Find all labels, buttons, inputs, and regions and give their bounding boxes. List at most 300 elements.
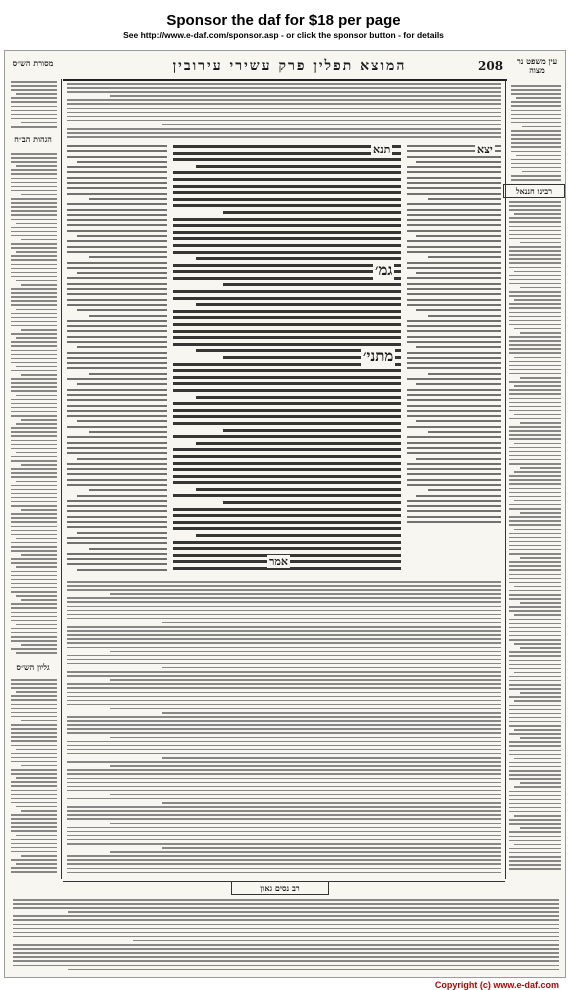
text-line: [11, 761, 57, 763]
text-line: [509, 361, 561, 363]
text-line: [509, 721, 561, 723]
text-line: [11, 110, 57, 112]
text-line: [67, 585, 501, 587]
text-line: [511, 105, 561, 107]
text-line: [67, 171, 167, 173]
text-line: [509, 430, 561, 432]
text-line: [11, 773, 57, 775]
text-line: [13, 907, 559, 909]
text-line: [21, 599, 57, 601]
text-line: [67, 362, 167, 364]
text-line: [407, 521, 501, 523]
text-line: [196, 303, 401, 306]
text-line: [89, 489, 167, 491]
text-line: [509, 803, 561, 805]
text-line: [428, 431, 501, 433]
text-line: [11, 542, 57, 544]
text-line: [11, 292, 57, 294]
text-line: [16, 691, 57, 693]
text-line: [407, 426, 501, 428]
text-line: [21, 194, 57, 196]
text-line: [11, 571, 57, 573]
text-line: [67, 479, 167, 481]
text-line: [11, 699, 57, 701]
text-line: [67, 150, 167, 152]
text-line: [11, 173, 57, 175]
text-line: [509, 254, 561, 256]
text-line: [520, 377, 561, 379]
text-line: [416, 420, 501, 422]
text-line: [67, 389, 167, 391]
text-line: [11, 460, 57, 462]
text-line: [511, 179, 561, 181]
text-line: [11, 219, 57, 221]
talmud-page-scan: [4, 50, 566, 978]
text-line: [509, 492, 561, 494]
mesoret-hashas-label: מסורת הש״ס: [12, 58, 54, 68]
text-line: [173, 224, 401, 227]
text-line: [11, 370, 57, 372]
text-line: [509, 336, 561, 338]
text-line: [11, 362, 57, 364]
text-line: [509, 725, 561, 727]
text-line: [67, 166, 167, 168]
sponsor-details-link[interactable]: See http://www.e-daf.com/sponsor.asp - or click the sponsor button - for details: [123, 30, 444, 40]
text-line: [428, 489, 501, 491]
text-line: [407, 240, 501, 242]
text-line: [110, 95, 501, 97]
text-line: [110, 679, 501, 681]
text-line: [173, 521, 401, 524]
text-line: [67, 510, 167, 512]
text-line: [509, 619, 561, 621]
text-line: [67, 831, 501, 833]
text-line: [67, 447, 167, 449]
text-line: [11, 382, 57, 384]
ein-mishpat-column: [511, 85, 561, 185]
text-line: [407, 288, 501, 290]
text-line: [173, 369, 401, 372]
text-line: [77, 346, 167, 348]
text-line: [509, 840, 561, 842]
text-line: [509, 451, 561, 453]
text-line: [11, 632, 57, 634]
text-line: [89, 373, 167, 375]
text-line: [67, 597, 501, 599]
text-line: [68, 911, 559, 913]
text-line: [67, 214, 167, 216]
text-line: [67, 716, 501, 718]
text-line: [11, 214, 57, 216]
text-line: [67, 251, 167, 253]
text-line: [173, 481, 401, 484]
text-line: [67, 336, 167, 338]
text-line: [67, 692, 501, 694]
text-line: [13, 948, 559, 950]
text-line: [223, 283, 401, 286]
text-line: [11, 300, 57, 302]
mesoret-column-top: [11, 81, 57, 133]
top-commentary: [67, 83, 501, 143]
text-line: [173, 462, 401, 465]
text-line: [67, 773, 501, 775]
text-line: [407, 230, 501, 232]
text-line: [11, 790, 57, 792]
text-line: [514, 213, 561, 215]
text-line: [11, 198, 57, 200]
text-line: [509, 717, 561, 719]
text-line: [67, 484, 167, 486]
text-line: [77, 495, 167, 497]
text-line: [67, 156, 167, 158]
text-line: [223, 501, 401, 504]
text-line: [11, 272, 57, 274]
text-line: [67, 700, 501, 702]
text-line: [511, 146, 561, 148]
text-line: [407, 182, 501, 184]
text-line: [16, 566, 57, 568]
text-line: [21, 122, 57, 124]
text-line: [11, 268, 57, 270]
text-line: [509, 561, 561, 563]
text-line: [13, 932, 559, 934]
text-line: [173, 310, 401, 313]
text-line: [11, 202, 57, 204]
text-line: [11, 85, 57, 87]
text-line: [11, 161, 57, 163]
text-line: [509, 438, 561, 440]
text-line: [173, 382, 401, 385]
text-line: [514, 443, 561, 445]
text-line: [11, 415, 57, 417]
text-line: [509, 418, 561, 420]
text-line: [407, 410, 501, 412]
text-line: [67, 468, 167, 470]
text-line: [11, 235, 57, 237]
text-line: [11, 101, 57, 103]
text-line: [407, 330, 501, 332]
text-line: [509, 582, 561, 584]
page-number: 208: [478, 59, 504, 73]
text-line: [77, 420, 167, 422]
text-line: [407, 394, 501, 396]
text-line: [509, 279, 561, 281]
sponsor-banner[interactable]: [58, 12, 509, 44]
text-line: [520, 737, 561, 739]
text-line: [67, 87, 501, 89]
text-line: [407, 484, 501, 486]
rashi-opening-word: יצא: [477, 143, 493, 156]
text-line: [11, 288, 57, 290]
text-line: [11, 814, 57, 816]
text-line: [67, 521, 167, 523]
text-line: [16, 280, 57, 282]
text-line: [77, 569, 167, 571]
text-line: [11, 830, 57, 832]
text-line: [67, 99, 501, 101]
text-line: [520, 467, 561, 469]
text-line: [509, 488, 561, 490]
text-line: [509, 799, 561, 801]
text-line: [509, 250, 561, 252]
text-line: [11, 736, 57, 738]
text-line: [407, 505, 501, 507]
text-line: [67, 642, 501, 644]
text-line: [511, 163, 561, 165]
text-line: [67, 553, 167, 555]
text-line: [67, 818, 501, 820]
text-line: [407, 362, 501, 364]
text-line: [173, 297, 401, 300]
text-line: [162, 757, 501, 759]
text-line: [173, 336, 401, 339]
text-line: [511, 110, 561, 112]
text-line: [67, 128, 501, 130]
text-line: [67, 704, 501, 706]
mesoret-column: [11, 153, 57, 658]
text-line: [11, 157, 57, 159]
text-line: [509, 852, 561, 854]
text-line: [67, 463, 167, 465]
text-line: [11, 526, 57, 528]
text-line: [13, 952, 559, 954]
text-line: [509, 475, 561, 477]
text-line: [509, 569, 561, 571]
text-line: [67, 436, 167, 438]
text-line: [509, 811, 561, 813]
text-line: [67, 724, 501, 726]
text-line: [173, 402, 401, 405]
text-line: [67, 863, 501, 865]
text-line: [407, 283, 501, 285]
text-line: [11, 683, 57, 685]
text-line: [173, 277, 401, 280]
text-line: [67, 240, 167, 242]
text-line: [416, 383, 501, 385]
text-line: [173, 152, 401, 155]
text-line: [407, 436, 501, 438]
text-line: [514, 672, 561, 674]
text-line: [509, 479, 561, 481]
text-line: [11, 708, 57, 710]
tosafot-opening-word: תנא: [373, 143, 391, 156]
copyright-link[interactable]: Copyright (c) www.e-daf.com: [434, 980, 559, 990]
text-line: [77, 161, 167, 163]
text-line: [21, 644, 57, 646]
text-line: [509, 709, 561, 711]
text-line: [67, 187, 167, 189]
text-line: [67, 246, 167, 248]
text-line: [407, 357, 501, 359]
text-line: [77, 383, 167, 385]
text-line: [11, 583, 57, 585]
text-line: [509, 655, 561, 657]
text-line: [11, 126, 57, 128]
text-line: [67, 120, 501, 122]
text-line: [67, 614, 501, 616]
text-line: [514, 643, 561, 645]
text-line: [509, 483, 561, 485]
text-line: [67, 589, 501, 591]
text-line: [407, 177, 501, 179]
text-line: [11, 695, 57, 697]
text-line: [67, 687, 501, 689]
text-line: [67, 786, 501, 788]
text-line: [67, 814, 501, 816]
sponsor-headline[interactable]: Sponsor the daf for $18 per page: [166, 12, 401, 29]
text-line: [16, 309, 57, 311]
text-line: [16, 452, 57, 454]
text-line: [67, 558, 167, 560]
text-line: [223, 211, 401, 214]
text-line: [223, 429, 401, 432]
text-line: [509, 598, 561, 600]
text-line: [509, 533, 561, 535]
text-line: [509, 819, 561, 821]
text-line: [407, 203, 501, 205]
text-line: [67, 473, 167, 475]
text-line: [11, 740, 57, 742]
text-line: [196, 534, 401, 537]
text-line: [11, 178, 57, 180]
text-line: [509, 831, 561, 833]
text-line: [67, 778, 501, 780]
text-line: [407, 463, 501, 465]
text-line: [11, 440, 57, 442]
text-line: [11, 591, 57, 593]
text-line: [509, 410, 561, 412]
text-line: [67, 325, 167, 327]
text-line: [21, 509, 57, 511]
text-line: [162, 667, 501, 669]
text-line: [11, 501, 57, 503]
text-line: [21, 374, 57, 376]
text-line: [514, 586, 561, 588]
text-line: [11, 562, 57, 564]
text-line: [509, 381, 561, 383]
text-line: [11, 497, 57, 499]
text-line: [173, 435, 401, 438]
text-line: [428, 373, 501, 375]
text-line: [514, 844, 561, 846]
right-margin-divider: [505, 79, 506, 879]
text-line: [11, 732, 57, 734]
text-line: [21, 765, 57, 767]
text-line: [67, 108, 501, 110]
text-line: [428, 198, 501, 200]
text-line: [77, 235, 167, 237]
text-line: [196, 257, 401, 260]
text-line: [11, 769, 57, 771]
text-line: [520, 602, 561, 604]
text-line: [11, 304, 57, 306]
text-line: [67, 720, 501, 722]
text-line: [110, 794, 501, 796]
text-line: [509, 504, 561, 506]
text-line: [407, 468, 501, 470]
text-line: [509, 340, 561, 342]
text-line: [509, 275, 561, 277]
text-line: [16, 251, 57, 253]
text-line: [67, 288, 167, 290]
text-line: [509, 234, 561, 236]
text-line: [67, 116, 501, 118]
text-line: [509, 537, 561, 539]
text-line: [67, 749, 501, 751]
text-line: [509, 307, 561, 309]
text-line: [509, 320, 561, 322]
text-line: [509, 631, 561, 633]
text-line: [110, 765, 501, 767]
text-line: [11, 345, 57, 347]
text-line: [11, 296, 57, 298]
text-line: [509, 496, 561, 498]
text-line: [173, 389, 401, 392]
text-line: [11, 636, 57, 638]
text-line: [11, 313, 57, 315]
rashi-column: [407, 145, 501, 529]
text-line: [173, 541, 401, 544]
text-line: [11, 712, 57, 714]
text-line: [509, 684, 561, 686]
text-line: [509, 283, 561, 285]
text-line: [89, 198, 167, 200]
text-line: [11, 558, 57, 560]
text-line: [11, 798, 57, 800]
text-line: [67, 526, 167, 528]
text-line: [173, 290, 401, 293]
text-line: [11, 169, 57, 171]
text-line: [67, 442, 167, 444]
text-line: [11, 118, 57, 120]
text-line: [11, 247, 57, 249]
text-line: [514, 357, 561, 359]
text-line: [407, 193, 501, 195]
text-line: [67, 671, 501, 673]
text-line: [11, 839, 57, 841]
text-line: [509, 205, 561, 207]
text-line: [11, 607, 57, 609]
text-line: [173, 264, 401, 267]
text-line: [509, 520, 561, 522]
text-line: [67, 91, 501, 93]
text-line: [11, 603, 57, 605]
text-line: [67, 868, 501, 870]
text-line: [196, 488, 401, 491]
text-line: [67, 132, 501, 134]
text-line: [11, 521, 57, 523]
text-line: [520, 287, 561, 289]
text-line: [67, 581, 501, 583]
text-line: [11, 411, 57, 413]
text-line: [110, 851, 501, 853]
text-line: [67, 728, 501, 730]
text-line: [11, 182, 57, 184]
text-line: [133, 940, 559, 942]
text-line: [514, 729, 561, 731]
text-line: [11, 231, 57, 233]
text-line: [11, 358, 57, 360]
text-line: [11, 403, 57, 405]
rabbeinu-chananel-column: [509, 201, 561, 876]
text-line: [11, 794, 57, 796]
text-line: [67, 304, 167, 306]
text-line: [67, 843, 501, 845]
tosafot-column: [67, 145, 167, 577]
text-line: [11, 612, 57, 614]
text-line: [509, 524, 561, 526]
text-line: [509, 860, 561, 862]
